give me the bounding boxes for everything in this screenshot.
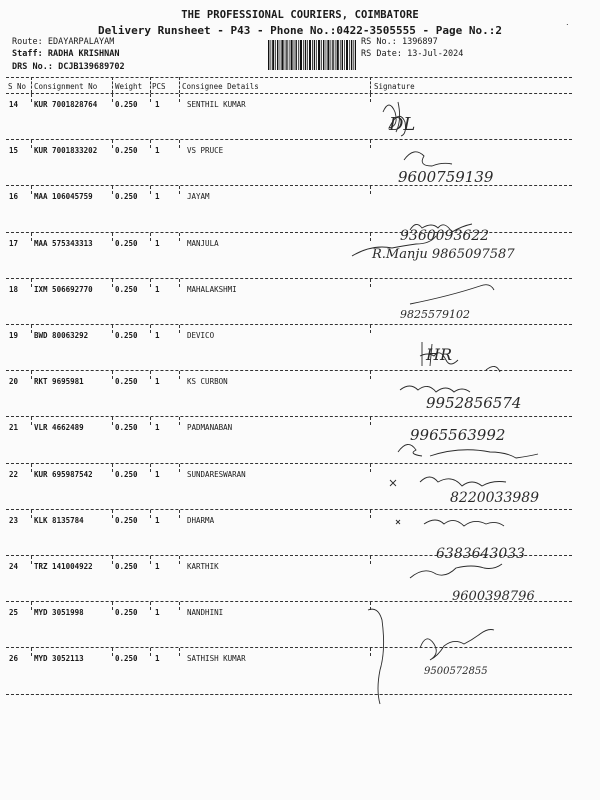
row-consignment-no: VLR 4662489 [34, 423, 84, 433]
row-pcs: 1 [155, 100, 160, 109]
row-weight: 0.250 [115, 654, 138, 664]
rs-date-line [361, 49, 463, 59]
row-pcs: 1 [155, 238, 160, 248]
col-divider [179, 186, 180, 194]
rs-no-line [361, 37, 438, 47]
signature-21: 9965563992 [410, 426, 506, 444]
col-divider [179, 77, 180, 93]
col-divider [112, 648, 113, 656]
col-divider [112, 325, 113, 333]
signature-22: 8220033989 [450, 490, 540, 506]
col-divider [179, 556, 180, 564]
row-consignee: JAYAM [187, 192, 210, 202]
col-divider [112, 77, 113, 93]
row-consignee: SUNDARESWARAN [187, 469, 246, 479]
pen-mark: ˙ [564, 24, 570, 34]
col-divider [31, 325, 32, 333]
row-consignee: DEVICO [187, 331, 215, 340]
drs-line [12, 62, 125, 72]
row-weight: 0.250 [115, 469, 138, 479]
barcode-image [268, 40, 356, 70]
row-sno: 19 [9, 331, 19, 340]
col-divider [150, 556, 151, 564]
col-divider [150, 371, 151, 379]
rs-date-value: 13-Jul-2024 [407, 49, 464, 59]
col-header-weight: Weight [115, 82, 143, 91]
row-consignee: SATHISH KUMAR [187, 654, 246, 664]
row-weight: 0.250 [115, 146, 138, 156]
col-divider [150, 602, 151, 610]
rs-no-value: 1396897 [401, 37, 438, 47]
signature-19: HR [426, 345, 452, 364]
row-weight: 0.250 [115, 238, 138, 248]
row-consignee: NANDHINI [187, 608, 224, 618]
row-sno: 18 [9, 284, 19, 294]
col-divider [112, 371, 113, 379]
col-divider [370, 510, 371, 518]
row-pcs: 1 [155, 562, 160, 571]
row-consignee: DHARMA [187, 515, 215, 525]
row-consignment-no: MAA 106045759 [34, 192, 93, 202]
col-divider [150, 94, 151, 102]
col-divider [179, 94, 180, 102]
signature-15: 9600759139 [398, 168, 494, 186]
col-divider [112, 417, 113, 425]
col-divider [370, 648, 371, 656]
table-row [0, 279, 600, 325]
row-consignee: PADMANABAN [187, 423, 233, 433]
col-divider [31, 77, 32, 93]
row-consignment-no: MAA 575343313 [34, 238, 93, 248]
col-divider [370, 94, 371, 102]
col-divider [31, 279, 32, 287]
col-divider [370, 279, 371, 287]
row-weight: 0.250 [115, 100, 138, 109]
row-weight: 0.250 [115, 377, 138, 387]
col-divider [150, 325, 151, 333]
col-divider [31, 602, 32, 610]
col-divider [370, 77, 371, 93]
col-divider [150, 140, 151, 148]
rs-no-label: RS No.: [361, 37, 397, 47]
row-consignee: MAHALAKSHMI [187, 284, 237, 294]
col-divider [112, 464, 113, 472]
row-weight: 0.250 [115, 608, 138, 618]
row-consignee: KS CURBON [187, 377, 228, 387]
col-divider [112, 279, 113, 287]
col-divider [31, 417, 32, 425]
col-divider [179, 140, 180, 148]
col-divider [179, 371, 180, 379]
row-pcs: 1 [155, 146, 160, 156]
col-divider [150, 510, 151, 518]
row-consignment-no: MYD 3052113 [34, 654, 84, 664]
row-sno: 22 [9, 469, 19, 479]
row-pcs: 1 [155, 377, 160, 387]
row-consignment-no: KUR 7001833202 [34, 146, 98, 156]
col-divider [31, 556, 32, 564]
row-weight: 0.250 [115, 192, 138, 202]
drs-label: DRS No.: [12, 62, 53, 72]
route-line [12, 37, 114, 47]
col-divider [150, 648, 151, 656]
table-row [0, 464, 600, 510]
row-sno: 24 [9, 562, 19, 571]
col-divider [370, 233, 371, 241]
row-consignment-no: TRZ 141004922 [34, 562, 93, 571]
row-pcs: 1 [155, 331, 160, 340]
col-divider [112, 556, 113, 564]
col-header-signature: Signature [374, 82, 415, 91]
col-divider [150, 417, 151, 425]
route-label: Route: [12, 37, 43, 47]
table-row [0, 140, 600, 186]
rs-date-label: RS Date: [361, 49, 402, 59]
col-divider [112, 140, 113, 148]
col-divider [370, 602, 371, 610]
row-pcs: 1 [155, 608, 160, 618]
col-divider [150, 279, 151, 287]
row-pcs: 1 [155, 469, 160, 479]
runsheet-title: Delivery Runsheet - P43 - Phone No.:0422-3505555 - Page No.:2 [98, 24, 502, 37]
row-pcs: 1 [155, 515, 160, 525]
col-divider [179, 510, 180, 518]
row-sno: 25 [9, 608, 19, 618]
row-sno: 16 [9, 192, 19, 202]
row-consignment-no: KUR 695987542 [34, 469, 93, 479]
signature-20: 9952856574 [426, 394, 522, 412]
row-sno: 23 [9, 515, 19, 525]
signature-23: 6383643033 [436, 546, 526, 562]
row-consignment-no: KLK 8135784 [34, 515, 84, 525]
row-sno: 17 [9, 238, 19, 248]
table-row [0, 648, 600, 694]
row-consignment-no: KUR 7001828764 [34, 100, 98, 109]
row-consignment-no: RKT 9695981 [34, 377, 84, 387]
staff-value: RADHA KRISHNAN [47, 49, 120, 59]
row-pcs: 1 [155, 192, 160, 202]
table-row [0, 556, 600, 602]
col-divider [150, 464, 151, 472]
col-divider [150, 233, 151, 241]
col-divider [112, 186, 113, 194]
signature-16: 9360093622 [400, 228, 490, 244]
col-divider [31, 510, 32, 518]
col-divider [370, 140, 371, 148]
col-divider [112, 602, 113, 610]
row-weight: 0.250 [115, 515, 138, 525]
col-divider [179, 648, 180, 656]
signature-14: DL [389, 114, 416, 135]
col-header-consignment: Consignment No [34, 82, 98, 91]
row-sno: 14 [9, 100, 19, 109]
signature-17: R.Manju 9865097587 [372, 247, 515, 262]
col-divider [179, 464, 180, 472]
row-consignee: SENTHIL KUMAR [187, 100, 246, 109]
header-top-rule [6, 77, 572, 78]
col-header-sno: S No [8, 82, 27, 91]
col-divider [179, 279, 180, 287]
col-divider [31, 648, 32, 656]
row-sno: 21 [9, 423, 19, 433]
col-divider [31, 464, 32, 472]
row-weight: 0.250 [115, 562, 138, 571]
table-row [0, 233, 600, 279]
route-value: EDAYARPALAYAM [47, 37, 115, 47]
col-divider [370, 371, 371, 379]
col-divider [31, 371, 32, 379]
row-weight: 0.250 [115, 423, 138, 433]
col-divider [370, 186, 371, 194]
signature-24: 9600398796 [452, 589, 535, 604]
table-row [0, 186, 600, 232]
col-divider [179, 417, 180, 425]
col-divider [150, 186, 151, 194]
row-consignment-no: BWD 80063292 [34, 331, 89, 340]
col-divider [31, 94, 32, 102]
row-sno: 20 [9, 377, 19, 387]
table-row [0, 371, 600, 417]
col-divider [31, 233, 32, 241]
table-row [0, 94, 600, 140]
table-row [0, 510, 600, 556]
row-pcs: 1 [155, 654, 160, 664]
col-divider [370, 325, 371, 333]
row-sno: 15 [9, 146, 19, 156]
col-divider [179, 233, 180, 241]
row-consignee: VS PRUCE [187, 146, 224, 156]
row-weight: 0.250 [115, 284, 138, 294]
col-divider [112, 510, 113, 518]
col-divider [150, 77, 151, 93]
col-header-consignee: Consignee Details [182, 82, 259, 91]
table-row [0, 325, 600, 371]
col-divider [112, 94, 113, 102]
col-divider [370, 417, 371, 425]
table-bottom-rule [6, 694, 572, 695]
col-divider [370, 464, 371, 472]
col-divider [370, 556, 371, 564]
drs-value: DCJB139689702 [58, 62, 125, 72]
row-weight: 0.250 [115, 331, 138, 340]
row-pcs: 1 [155, 284, 160, 294]
signature-18: 9825579102 [400, 308, 470, 321]
row-consignment-no: MYD 3051998 [34, 608, 84, 618]
col-divider [31, 186, 32, 194]
table-row [0, 602, 600, 648]
table-row [0, 417, 600, 463]
row-pcs: 1 [155, 423, 160, 433]
col-header-pcs: PCS [152, 82, 166, 91]
col-divider [179, 602, 180, 610]
row-consignment-no: IXM 506692770 [34, 284, 93, 294]
staff-label: Staff: [12, 49, 43, 59]
row-sno: 26 [9, 654, 19, 664]
col-divider [31, 140, 32, 148]
row-consignee: KARTHIK [187, 562, 219, 571]
col-divider [179, 325, 180, 333]
col-divider [112, 233, 113, 241]
company-title: THE PROFESSIONAL COURIERS, COIMBATORE [181, 9, 419, 21]
signature-26: 9500572855 [424, 666, 488, 677]
staff-line [12, 49, 120, 59]
row-consignee: MANJULA [187, 238, 219, 248]
